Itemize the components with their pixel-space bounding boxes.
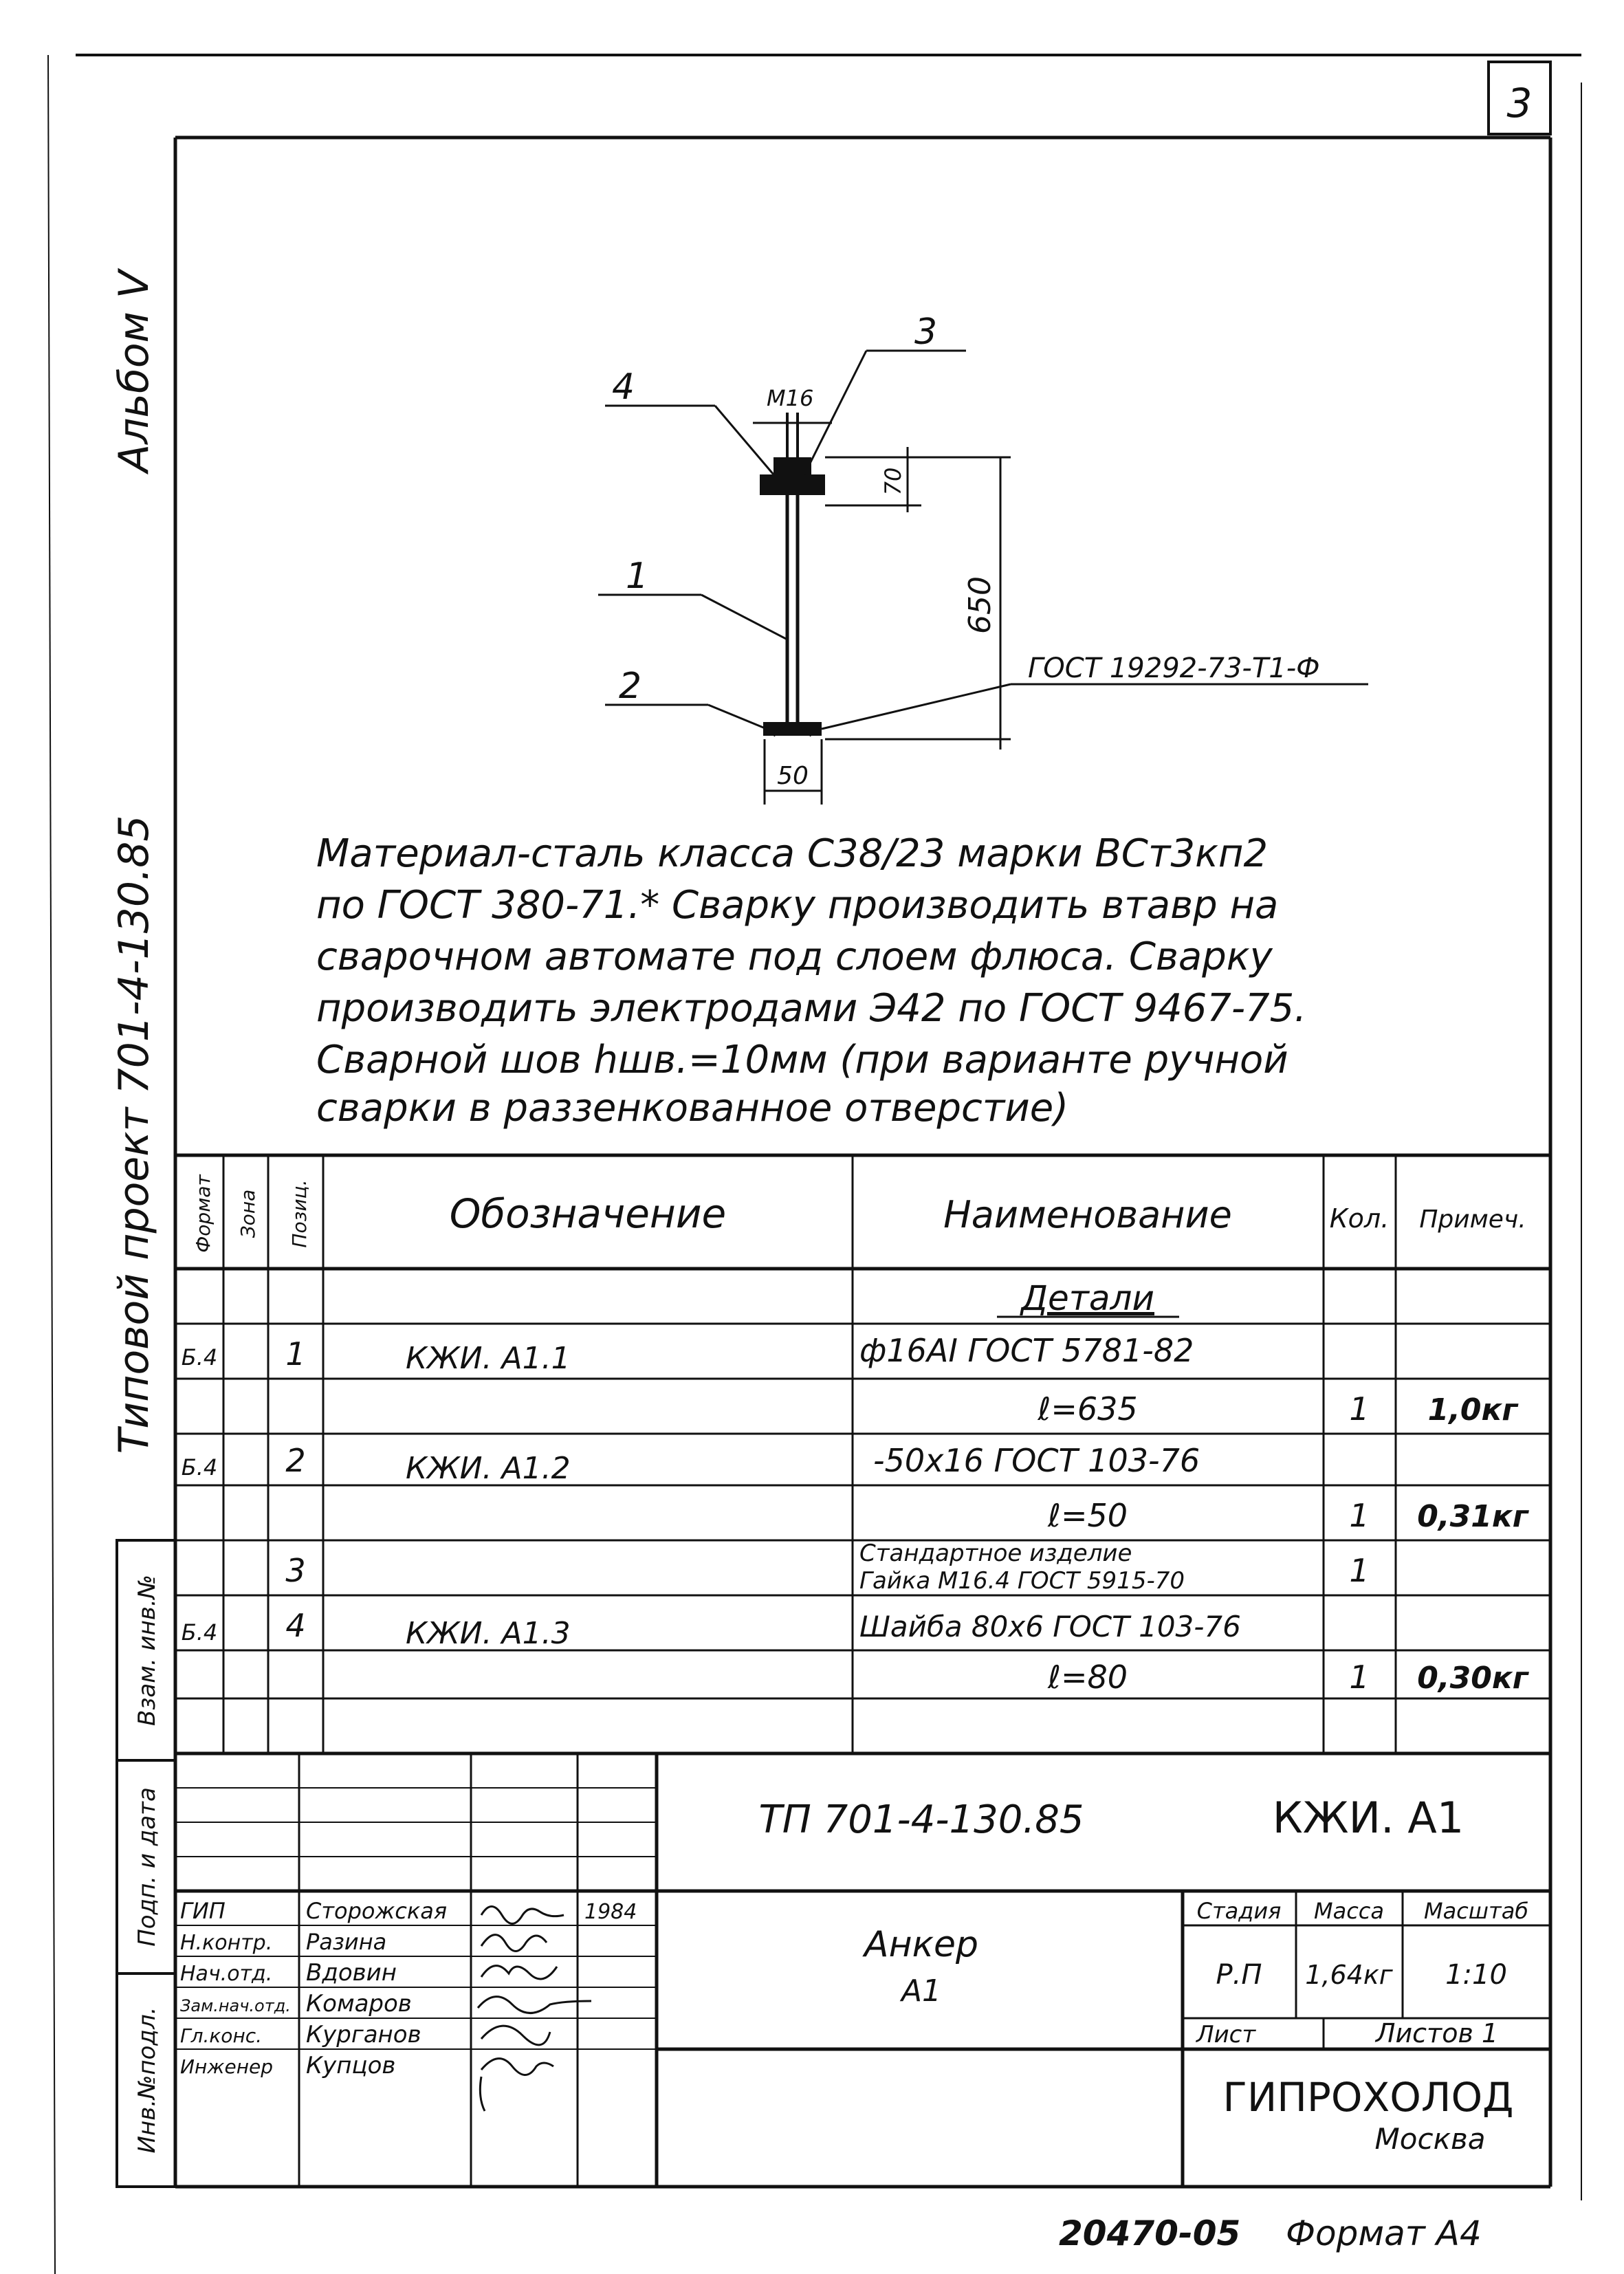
row-position: 3: [285, 1552, 306, 1589]
table-row: [1047, 1659, 1530, 1696]
note-line: сварки в раззенкованное отверстие): [316, 1086, 1069, 1130]
row-name: Стандартное изделие: [859, 1540, 1132, 1567]
row-position: 2: [285, 1442, 306, 1479]
person-name: Купцов: [306, 2052, 396, 2079]
project-label: Типовой проект 701-4-130.85: [110, 815, 158, 1454]
person-name: Курганов: [306, 2021, 421, 2048]
person-name: Сторожская: [306, 1898, 448, 1924]
header-zone: Зона: [237, 1189, 259, 1238]
replace-inv-label: Взам. инв.№: [133, 1574, 161, 1727]
position-4-label: 4: [612, 367, 635, 408]
position-2-label: 2: [619, 666, 642, 707]
material-notes: [316, 831, 1306, 1130]
table-row: [182, 1442, 1200, 1486]
handwritten-signatures: [478, 1907, 591, 2112]
sign-date: 1984: [584, 1900, 637, 1924]
person-name: Комаров: [306, 1990, 412, 2018]
person-name: Вдовин: [306, 1959, 397, 1987]
mass-label: Масса: [1313, 1898, 1385, 1924]
header-name: Наименование: [943, 1193, 1232, 1236]
role-label: Нач.отд.: [180, 1962, 273, 1986]
note-line: производить электродами Э42 по ГОСТ 9467-75.: [316, 986, 1307, 1031]
row-qty: 1: [1349, 1390, 1370, 1428]
row-name: ф16АI ГОСТ 5781-82: [859, 1332, 1194, 1369]
sheet-label: Лист: [1196, 2021, 1256, 2048]
role-label: Инженер: [180, 2055, 274, 2078]
table-row: [182, 1332, 1194, 1376]
outer-frame: [48, 55, 1581, 2274]
specification-table: [175, 1155, 1550, 1753]
height-dimension: 650: [963, 576, 998, 634]
table-row: [1037, 1390, 1519, 1428]
stage-value: Р.П: [1216, 1959, 1262, 1991]
position-3-label: 3: [914, 311, 938, 353]
mass-value: 1,64кг: [1305, 1960, 1393, 1990]
person-name: Разина: [306, 1929, 387, 1955]
row-name-secondary: Гайка М16.4 ГОСТ 5915-70: [859, 1567, 1185, 1595]
row-format: Б.4: [181, 1344, 218, 1370]
note-line: Сварной шов hшв.=10мм (при варианте ручной: [316, 1038, 1288, 1082]
header-note: Примеч.: [1419, 1205, 1526, 1234]
organization-name: ГИПРОХОЛОД: [1222, 2074, 1514, 2121]
row-designation: КЖИ. А1.2: [406, 1451, 571, 1486]
washer-shape: [760, 474, 825, 495]
document-mark: КЖИ. А1: [1272, 1793, 1464, 1843]
row-name: ℓ=50: [1047, 1497, 1128, 1534]
row-format: Б.4: [181, 1454, 218, 1480]
row-note: 1,0кг: [1427, 1392, 1518, 1428]
document-code: ТП 701-4-130.85: [758, 1797, 1084, 1842]
row-name: ℓ=635: [1038, 1390, 1138, 1428]
row-position: 4: [285, 1607, 306, 1644]
header-position: Позиц.: [288, 1179, 311, 1248]
row-name: Шайба 80х6 ГОСТ 103-76: [859, 1610, 1241, 1643]
row-note: 0,31кг: [1417, 1499, 1528, 1534]
row-designation: КЖИ. А1.3: [406, 1616, 571, 1651]
note-line: сварочном автомате под слоем флюса. Сварку: [316, 934, 1273, 979]
role-label: Н.контр.: [180, 1931, 273, 1955]
width-dimension: 50: [777, 762, 809, 790]
base-plate-shape: [763, 722, 822, 736]
organization-city: Москва: [1374, 2122, 1486, 2156]
sheet-number: 3: [1506, 80, 1533, 127]
row-format: Б.4: [181, 1619, 218, 1646]
stage-label: Стадия: [1196, 1898, 1282, 1924]
scale-value: 1:10: [1445, 1959, 1507, 1991]
header-qty: Кол.: [1329, 1203, 1390, 1234]
header-format: Формат: [192, 1174, 215, 1253]
weld-standard: ГОСТ 19292-73-Т1-Ф: [1028, 653, 1320, 684]
note-line: Материал-сталь класса С38/23 марки ВСт3кп2: [316, 831, 1269, 876]
role-label: Гл.конс.: [180, 2024, 263, 2047]
table-row: [182, 1607, 1241, 1651]
album-label: Альбом V: [110, 270, 158, 472]
top-dimension: 70: [880, 467, 906, 496]
item-code: А1: [901, 1974, 942, 2009]
row-qty: 1: [1349, 1659, 1370, 1696]
paper-format: Формат А4: [1286, 2213, 1482, 2253]
table-row: [285, 1540, 1369, 1595]
table-row: [1047, 1497, 1530, 1534]
thread-dimension: М16: [767, 385, 814, 411]
row-qty: 1: [1349, 1552, 1370, 1589]
section-details: Детали: [1020, 1278, 1155, 1318]
role-label: ГИП: [180, 1898, 226, 1924]
sign-date-label: Подп. и дата: [133, 1787, 161, 1947]
archive-number: 20470-05: [1059, 2213, 1241, 2253]
header-designation: Обозначение: [449, 1190, 727, 1237]
row-position: 1: [285, 1335, 306, 1373]
item-name: Анкер: [864, 1924, 978, 1965]
row-name: -50х16 ГОСТ 103-76: [873, 1442, 1200, 1479]
inv-orig-label: Инв.№подл.: [133, 2007, 161, 2154]
row-qty: 1: [1349, 1497, 1370, 1534]
row-name: ℓ=80: [1047, 1659, 1128, 1696]
row-note: 0,30кг: [1417, 1661, 1528, 1696]
sheets-count: Листов 1: [1375, 2018, 1499, 2048]
scale-label: Масштаб: [1423, 1898, 1529, 1924]
position-1-label: 1: [626, 556, 649, 597]
note-line: по ГОСТ 380-71.* Сварку производить втавр на: [316, 883, 1279, 928]
row-designation: КЖИ. А1.1: [406, 1341, 571, 1376]
role-label: Зам.нач.отд.: [180, 1996, 291, 2015]
